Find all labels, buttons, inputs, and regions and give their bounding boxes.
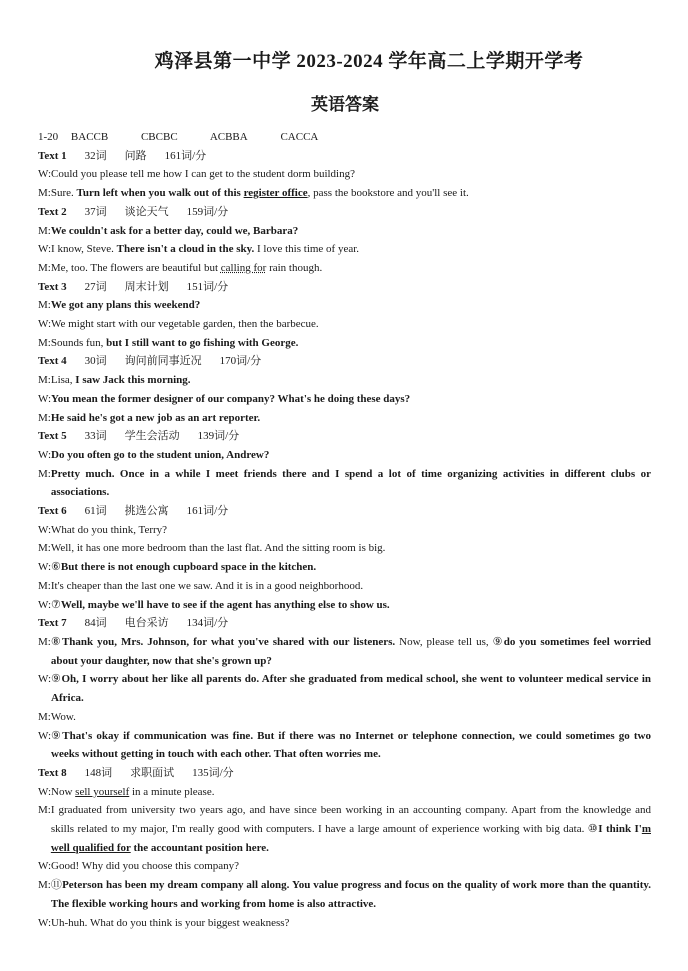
dialogue-text [51, 334, 651, 353]
dialogue-segment: the accountant position here. [130, 841, 269, 854]
answer-key-line [38, 128, 651, 147]
speaker-label: W: [38, 168, 52, 181]
dialogue-text [51, 409, 651, 428]
dialogue-text [51, 371, 651, 390]
dialogue-segment: rain though. [266, 261, 323, 274]
dialogue-segment: ⑦ [51, 598, 61, 611]
speaker-label: W: [38, 785, 52, 798]
text-topic: 谈论天气 [124, 205, 169, 218]
speaker-label: M: [38, 261, 51, 274]
dialogue-text [51, 801, 651, 857]
dialogue-line [38, 876, 651, 913]
dialogue-line [38, 240, 651, 259]
dialogue-text [51, 914, 651, 933]
speaker-label: M: [38, 224, 51, 237]
dialogue-segment: Lisa, [50, 374, 76, 387]
text-word-count: 37词 [84, 205, 107, 218]
text-label: Text 1 [38, 149, 67, 162]
text-header [38, 502, 651, 521]
dialogue-segment: sell yourself [75, 785, 130, 798]
text-topic: 求职面试 [130, 766, 175, 779]
dialogue-text [51, 465, 651, 502]
dialogue-text [51, 184, 651, 203]
speaker-label: M: [38, 579, 51, 592]
dialogue-text [51, 165, 651, 184]
speaker-label: W: [38, 729, 52, 742]
speaker-label: M: [38, 467, 51, 480]
answer-range: 1-20 [38, 131, 59, 143]
dialogue-segment: Well, it has one more bedroom than the last flat. And the sitting room is big. [50, 542, 386, 555]
dialogue-text [51, 783, 651, 802]
dialogue-segment: Pretty much. Once in a while I meet friends there and I spend a lot of time organizing activities in different clubs or associations. [50, 467, 651, 499]
dialogue-segment: There isn't a cloud in the sky. [116, 243, 255, 256]
text-label: Text 5 [38, 430, 67, 443]
dialogue-segment: ⑧ [50, 635, 62, 648]
dialogue-segment: What do you think, Terry? [51, 523, 168, 536]
dialogue-line [38, 371, 651, 390]
speaker-label: W: [38, 318, 52, 331]
dialogue-text [51, 577, 651, 596]
dialogue-line [38, 708, 651, 727]
text-word-count: 33词 [84, 430, 107, 443]
text-topic: 问路 [124, 149, 147, 162]
speaker-label: M: [38, 542, 51, 555]
answer-body [38, 128, 651, 932]
dialogue-text [51, 390, 651, 409]
dialogue-segment: Oh, I worry about her like all parents do. After she graduated from medical school, she went to volunteer medical service in Africa. [51, 673, 651, 705]
speaker-label: M: [38, 374, 51, 387]
text-rate: 151词/分 [186, 280, 229, 293]
dialogue-segment: Thank you, Mrs. Johnson, for what you've shared with our listeners. [61, 635, 396, 648]
text-label: Text 4 [38, 355, 67, 368]
dialogue-text [51, 521, 651, 540]
dialogue-segment: It's cheaper than the last one we saw. And it is in a good neighborhood. [50, 579, 364, 592]
dialogue-line [38, 577, 651, 596]
dialogue-segment: but I still want to go fishing with George. [106, 336, 299, 349]
dialogue-segment: Sounds fun, [50, 336, 107, 349]
text-rate: 134词/分 [186, 617, 229, 630]
dialogue-line [38, 184, 651, 203]
dialogue-segment: , pass the bookstore and you'll see it. [307, 187, 469, 200]
page-title: 鸡泽县第一中学 2023-2024 学年高二上学期开学考 [154, 51, 584, 72]
text-topic: 电台采访 [124, 617, 169, 630]
dialogue-segment: register office [243, 187, 308, 200]
dialogue-line [38, 334, 651, 353]
speaker-label: W: [38, 561, 52, 574]
dialogue-segment: ⑥ [51, 561, 61, 574]
text-rate: 170词/分 [219, 355, 262, 368]
dialogue-line [38, 390, 651, 409]
dialogue-segment: Do you often go to the student union, Andrew? [51, 448, 270, 461]
text-topic: 询问前同事近况 [124, 355, 202, 368]
speaker-label: M: [38, 299, 51, 312]
text-topic: 周末计划 [124, 280, 169, 293]
dialogue-segment: Could you please tell me how I can get to the student dorm building? [51, 168, 355, 181]
dialogue-text [51, 596, 651, 615]
dialogue-line [38, 222, 651, 241]
dialogue-text [51, 857, 651, 876]
dialogue-line [38, 315, 651, 334]
dialogue-segment: m well qualified for [50, 823, 651, 854]
dialogue-segment: I love this time of year. [254, 243, 360, 256]
dialogue-segment: ⑨ [51, 729, 63, 742]
dialogue-segment: ⑪ [50, 879, 63, 892]
dialogue-segment: Good! Why did you choose this company? [51, 860, 240, 873]
dialogue-segment: ⑨ [492, 635, 504, 648]
dialogue-line [38, 409, 651, 428]
speaker-label: W: [38, 448, 52, 461]
dialogue-text [51, 240, 651, 259]
dialogue-text [51, 708, 651, 727]
text-header [38, 764, 651, 783]
answer-group: ACBBA [209, 131, 248, 143]
speaker-label: W: [38, 860, 52, 873]
answer-group: CACCA [280, 131, 319, 143]
dialogue-text [51, 727, 651, 764]
speaker-label: M: [38, 187, 51, 200]
speaker-label: W: [38, 243, 52, 256]
dialogue-line [38, 670, 651, 707]
speaker-label: W: [38, 598, 52, 611]
text-label: Text 3 [38, 280, 67, 293]
text-word-count: 148词 [84, 766, 113, 779]
text-word-count: 27词 [84, 280, 107, 293]
dialogue-segment: He said he's got a new job as an art reporter. [50, 411, 261, 424]
dialogue-segment: Peterson has been my dream company all along. You value progress and focus on the quality of work more than the quantity. The flexible working hours and working from home is also attractive. [50, 879, 652, 910]
speaker-label: M: [38, 635, 51, 648]
text-label: Text 8 [38, 766, 67, 779]
text-rate: 139词/分 [197, 430, 240, 443]
speaker-label: W: [38, 392, 52, 405]
dialogue-segment: I saw Jack this morning. [75, 374, 191, 387]
text-rate: 161词/分 [164, 149, 207, 162]
dialogue-segment: We might start with our vegetable garden, then the barbecue. [51, 318, 319, 331]
dialogue-segment: calling for [220, 261, 267, 274]
dialogue-text [51, 670, 651, 707]
text-label: Text 2 [38, 205, 67, 218]
dialogue-segment: do you sometimes feel worried about your daughter, now that she's grown up? [50, 635, 651, 667]
text-header [38, 203, 651, 222]
text-header [38, 278, 651, 297]
text-header [38, 614, 651, 633]
speaker-label: M: [38, 411, 51, 424]
dialogue-segment: Now [51, 785, 76, 798]
page-subtitle: 英语答案 [311, 95, 379, 114]
answer-group: BACCB [70, 131, 109, 143]
dialogue-segment: Now, please tell us, [395, 635, 493, 648]
dialogue-segment: in a minute please. [129, 785, 215, 798]
text-topic: 挑选公寓 [124, 505, 169, 518]
dialogue-line [38, 465, 651, 502]
speaker-label: M: [38, 336, 51, 349]
dialogue-line [38, 801, 651, 857]
text-rate: 161词/分 [186, 505, 229, 518]
dialogue-segment: Turn left when you walk out of this [76, 187, 244, 200]
text-header [38, 352, 651, 371]
text-label: Text 7 [38, 617, 67, 630]
dialogue-line [38, 727, 651, 764]
dialogue-segment: We couldn't ask for a better day, could we, Barbara? [50, 224, 299, 237]
text-rate: 159词/分 [186, 205, 229, 218]
dialogue-segment: I think I' [598, 823, 642, 836]
speaker-label: W: [38, 673, 52, 686]
text-word-count: 84词 [84, 617, 107, 630]
dialogue-line [38, 914, 651, 933]
dialogue-line [38, 596, 651, 615]
dialogue-segment: ⑩ [587, 823, 599, 836]
dialogue-text [51, 296, 651, 315]
dialogue-segment: You mean the former designer of our company? What's he doing these days? [51, 392, 411, 405]
dialogue-segment: Me, too. The flowers are beautiful but [50, 261, 221, 274]
dialogue-segment: But there is not enough cupboard space in the kitchen. [60, 561, 317, 574]
text-header [38, 147, 651, 166]
dialogue-segment: Well, maybe we'll have to see if the agent has anything else to show us. [60, 598, 390, 611]
dialogue-text [51, 222, 651, 241]
dialogue-segment: I know, Steve. [51, 243, 117, 256]
speaker-label: W: [38, 523, 52, 536]
text-word-count: 32词 [84, 149, 107, 162]
text-word-count: 30词 [84, 355, 107, 368]
dialogue-segment: Uh-huh. What do you think is your biggest weakness? [51, 916, 290, 929]
text-label: Text 6 [38, 505, 67, 518]
speaker-label: M: [38, 804, 51, 817]
speaker-label: M: [38, 879, 51, 892]
dialogue-segment: ⑨ [51, 673, 62, 686]
text-header [38, 427, 651, 446]
text-topic: 学生会活动 [124, 430, 180, 443]
dialogue-segment: Wow. [50, 710, 76, 723]
dialogue-segment: We got any plans this weekend? [50, 299, 201, 312]
dialogue-line [38, 633, 651, 670]
text-word-count: 61词 [84, 505, 107, 518]
dialogue-text [51, 539, 651, 558]
dialogue-line [38, 521, 651, 540]
dialogue-line [38, 539, 651, 558]
dialogue-line [38, 783, 651, 802]
dialogue-text [51, 633, 651, 670]
dialogue-text [51, 259, 651, 278]
dialogue-line [38, 259, 651, 278]
dialogue-segment: Sure. [50, 187, 77, 200]
dialogue-line [38, 857, 651, 876]
dialogue-text [51, 558, 651, 577]
transcript-list [38, 147, 651, 933]
dialogue-line [38, 165, 651, 184]
dialogue-line [38, 558, 651, 577]
dialogue-text [51, 315, 651, 334]
dialogue-segment: I graduated from university two years ago, and have since been working in an accounting company. Apart from the knowledge and skills related to my major, I'm really good with computers. I have a large amount of experience working with big data. [50, 804, 651, 836]
dialogue-text [51, 446, 651, 465]
dialogue-segment: That's okay if communication was fine. But if there was no Internet or telephone connection, we could sometimes go two weeks without getting in touch with each other. That often worries me. [51, 729, 651, 761]
answer-group: CBCBC [140, 131, 178, 143]
speaker-label: W: [38, 916, 52, 929]
speaker-label: M: [38, 710, 51, 723]
dialogue-text [51, 876, 651, 913]
dialogue-line [38, 296, 651, 315]
text-rate: 135词/分 [192, 766, 234, 779]
dialogue-line [38, 446, 651, 465]
